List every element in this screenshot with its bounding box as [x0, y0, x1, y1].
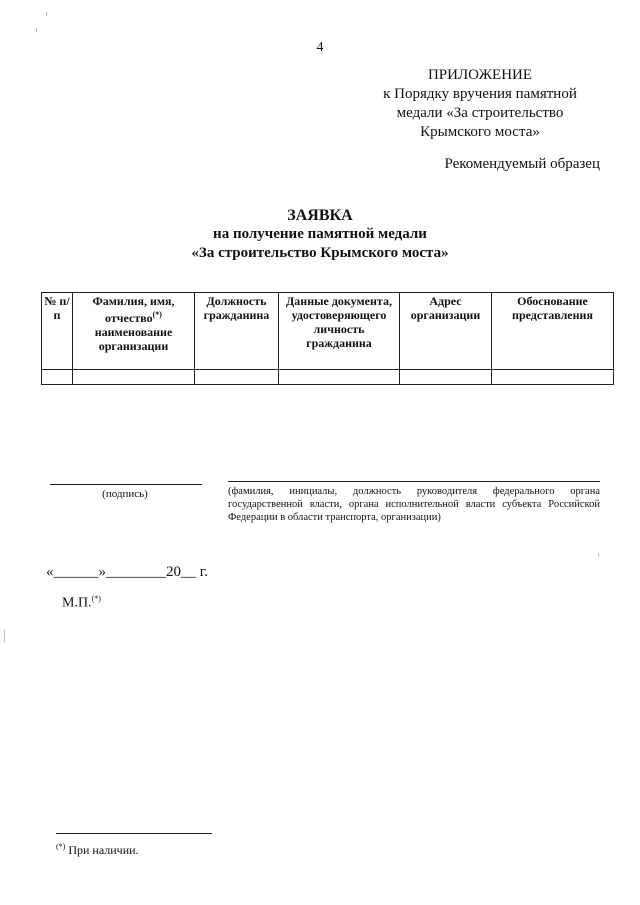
col-position-header: Должность гражданина	[195, 293, 279, 370]
col-document-header: Данные документа, удостоверяющего личность гражданина	[279, 293, 400, 370]
document-title	[40, 206, 600, 263]
signature-line	[50, 484, 202, 485]
footnote	[56, 842, 139, 858]
application-table	[41, 292, 614, 385]
col-org-text: наименование организации	[94, 325, 173, 353]
date-line: «______»________20__ г.	[46, 564, 208, 580]
cell-position[interactable]	[195, 370, 279, 385]
signature-caption: (подпись)	[102, 488, 148, 500]
appendix-line-3: Крымского моста»	[420, 124, 540, 140]
scan-mark	[36, 28, 37, 32]
scan-mark	[4, 630, 5, 642]
cell-document[interactable]	[279, 370, 400, 385]
col-name-header	[73, 293, 195, 370]
page-number: 4	[316, 40, 324, 55]
footnote-separator	[56, 833, 212, 834]
fio-line	[228, 481, 600, 482]
table-header-row	[42, 293, 614, 370]
fio-caption: (фамилия, инициалы, должность руководителя федерального органа государственной власти, органа исполнительной власти субъекта Российской Федерации в области транспорта, организации)	[228, 486, 600, 523]
col-number-header: № п/п	[42, 293, 73, 370]
cell-address[interactable]	[400, 370, 492, 385]
title-main: ЗАЯВКА	[287, 207, 353, 224]
appendix-block	[360, 66, 600, 142]
title-sub-1: на получение памятной медали	[213, 226, 427, 242]
stamp-text: М.П.	[62, 595, 92, 611]
stamp-label	[62, 594, 101, 612]
footnote-mark: (*)	[56, 842, 66, 851]
col-name-footnote-mark: (*)	[152, 310, 162, 319]
appendix-heading: ПРИЛОЖЕНИЕ	[427, 67, 533, 83]
table-row	[42, 370, 614, 385]
scan-mark	[598, 553, 599, 557]
cell-reason[interactable]	[492, 370, 614, 385]
title-sub-2: «За строительство Крымского моста»	[191, 245, 449, 261]
cell-name[interactable]	[73, 370, 195, 385]
scan-mark	[46, 12, 47, 16]
appendix-line-2: медали «За строительство	[396, 105, 564, 121]
appendix-line-1: к Порядку вручения памятной	[383, 86, 577, 102]
footnote-text: При наличии.	[68, 843, 139, 857]
stamp-footnote-mark: (*)	[91, 594, 101, 603]
cell-number[interactable]	[42, 370, 73, 385]
col-reason-header: Обоснование представления	[492, 293, 614, 370]
col-address-header: Адрес организации	[400, 293, 492, 370]
col-name-text: Фамилия, имя, отчество	[92, 294, 175, 325]
sample-label: Рекомендуемый образец	[444, 156, 600, 172]
